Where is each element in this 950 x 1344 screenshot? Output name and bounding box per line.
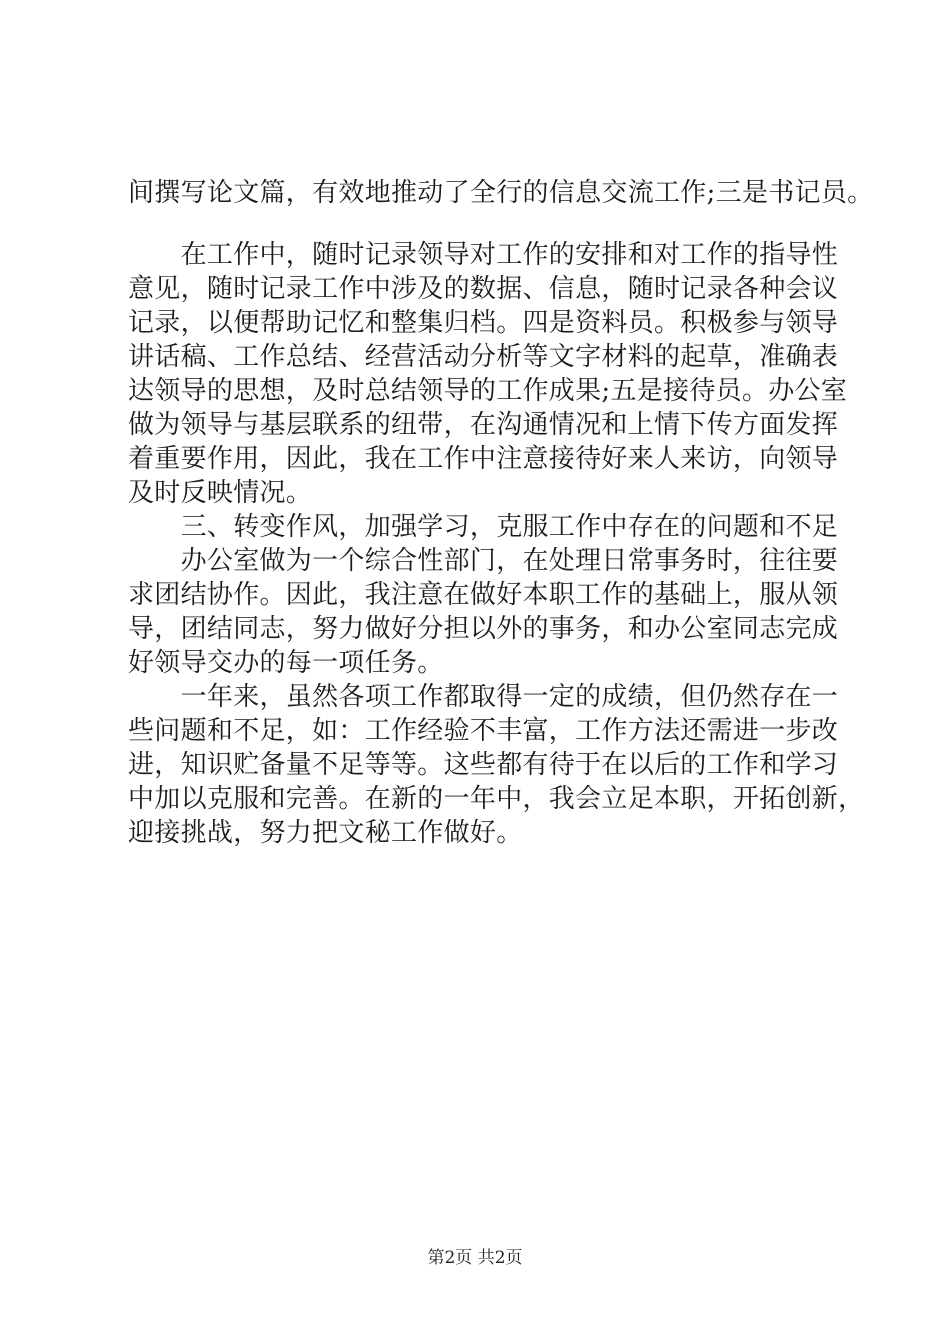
text-line: 及时反映情况。	[128, 478, 313, 508]
text-line: 求团结协作。因此，我注意在做好本职工作的基础上，服从领	[128, 580, 839, 610]
text-line: 讲话稿、工作总结、经营活动分析等文字材料的起草，准确表	[128, 342, 839, 372]
text-line: 记录，以便帮助记忆和整集归档。四是资料员。积极参与领导	[128, 308, 839, 338]
text-line: 进，知识贮备量不足等等。这些都有待于在以后的工作和学习	[128, 750, 839, 780]
page-number-footer: 第2页 共2页	[427, 1248, 523, 1268]
text-line: 意见，随时记录工作中涉及的数据、信息，随时记录各种会议	[128, 274, 839, 304]
text-line: 一年来，虽然各项工作都取得一定的成绩，但仍然存在一	[128, 682, 839, 712]
text-line: 导，团结同志，努力做好分担以外的事务，和办公室同志完成	[128, 614, 839, 644]
text-line: 达领导的思想，及时总结领导的工作成果;五是接待员。办公室	[128, 376, 848, 406]
text-line: 些问题和不足，如：工作经验不丰富，工作方法还需进一步改	[128, 716, 839, 746]
text-line: 间撰写论文篇，有效地推动了全行的信息交流工作;三是书记员。	[128, 178, 874, 208]
text-line: 办公室做为一个综合性部门，在处理日常事务时，往往要	[128, 546, 839, 576]
section-heading: 三、转变作风，加强学习，克服工作中存在的问题和不足	[128, 512, 839, 542]
text-line: 在工作中，随时记录领导对工作的安排和对工作的指导性	[128, 240, 839, 270]
text-line: 中加以克服和完善。在新的一年中，我会立足本职，开拓创新，	[128, 784, 865, 814]
text-line: 着重要作用，因此，我在工作中注意接待好来人来访，向领导	[128, 444, 839, 474]
text-line: 好领导交办的每一项任务。	[128, 648, 444, 678]
text-line: 做为领导与基层联系的纽带，在沟通情况和上情下传方面发挥	[128, 410, 839, 440]
text-line: 迎接挑战，努力把文秘工作做好。	[128, 818, 523, 848]
